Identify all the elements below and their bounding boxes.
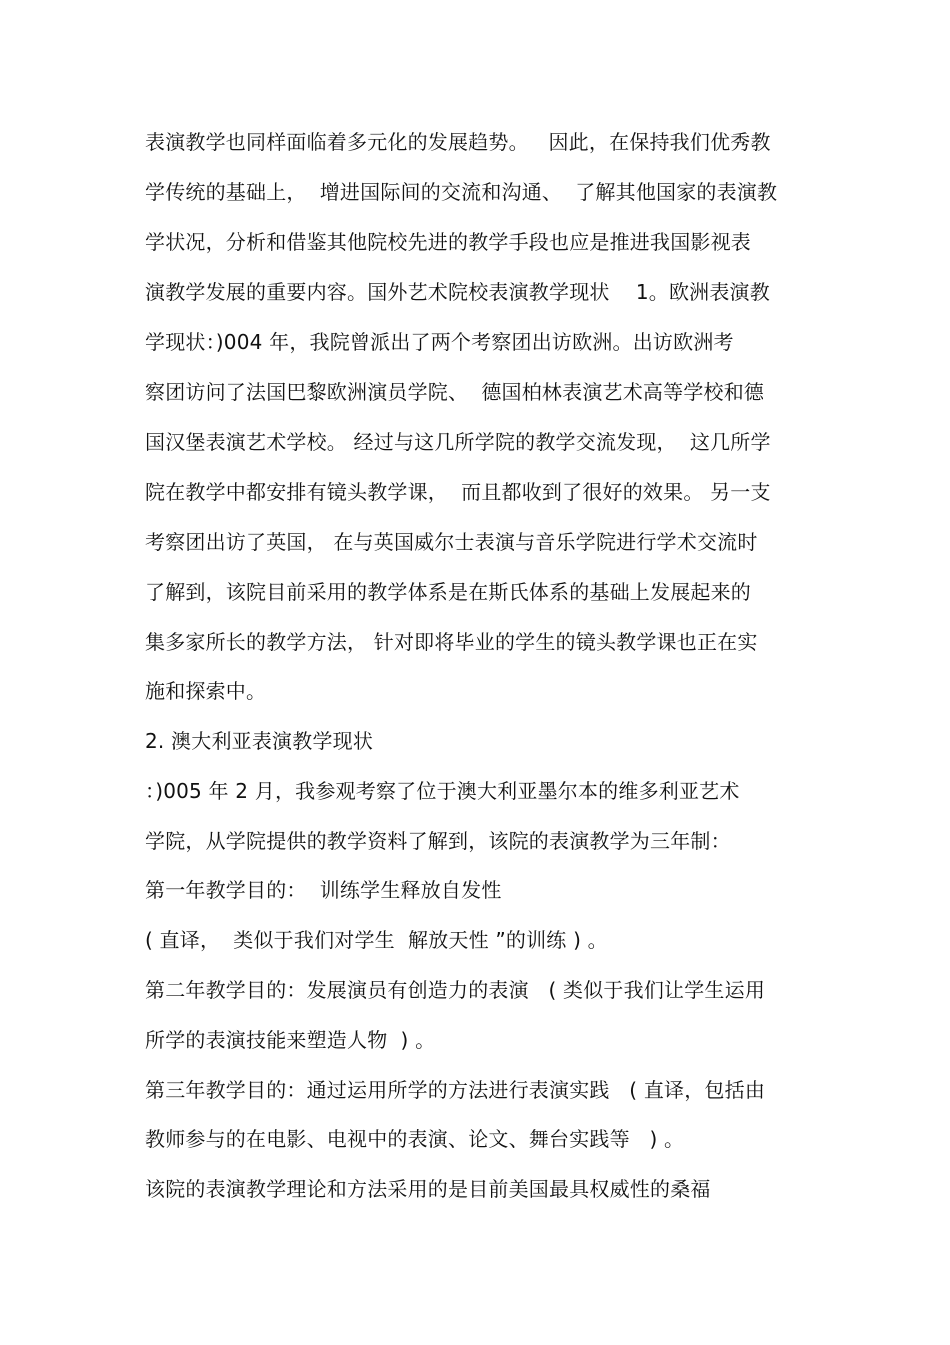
section-heading: 2. 澳大利亚表演教学现状: [145, 729, 374, 753]
text-line-6: 察团访问了法国巴黎欧洲演员学院、 德国柏林表演艺术高等学校和德: [145, 380, 765, 404]
text-line-5: 学现状：)004 年，我院曾派出了两个考察团出访欧洲。出访欧洲考: [145, 330, 734, 354]
text-line-11: 集多家所长的教学方法， 针对即将毕业的学生的镜头教学课也正在实: [145, 630, 758, 654]
text-line-10: 了解到，该院目前采用的教学体系是在斯氏体系的基础上发展起来的: [145, 580, 751, 604]
text-line-4: 演教学发展的重要内容。国外艺术院校表演教学现状 1。欧洲表演教: [145, 280, 770, 304]
text-line-7: 国汉堡表演艺术学校。 经过与这几所学院的教学交流发现， 这几所学: [145, 430, 771, 454]
text-line-1: 表演教学也同样面临着多元化的发展趋势。 因此，在保持我们优秀教: [145, 130, 771, 154]
text-line-21: 教师参与的在电影、电视中的表演、论文、舞台实践等 ) 。: [145, 1127, 685, 1151]
text-line-9: 考察团出访了英国， 在与英国威尔士表演与音乐学院进行学术交流时: [145, 530, 758, 554]
text-line-3: 学状况，分析和借鉴其他院校先进的教学手段也应是推进我国影视表: [145, 230, 751, 254]
text-line-14: ：)005 年 2 月，我参观考察了位于澳大利亚墨尔本的维多利亚艺术: [145, 779, 740, 803]
text-line-22: 该院的表演教学理论和方法采用的是目前美国最具权威性的桑福: [145, 1177, 711, 1201]
text-line-8: 院在教学中都安排有镜头教学课， 而且都收到了很好的效果。 另一支: [145, 480, 771, 504]
text-line-15: 学院，从学院提供的教学资料了解到，该院的表演教学为三年制：: [145, 829, 731, 853]
text-line-19: 所学的表演技能来塑造人物 ) 。: [145, 1028, 436, 1052]
text-line-2: 学传统的基础上， 增进国际间的交流和沟通、 了解其他国家的表演教: [145, 180, 778, 204]
text-line-16: 第一年教学目的： 训练学生释放自发性: [145, 878, 502, 902]
text-line-18: 第二年教学目的：发展演员有创造力的表演 ( 类似于我们让学生运用: [145, 978, 766, 1002]
text-line-20: 第三年教学目的：通过运用所学的方法进行表演实践 ( 直译，包括由: [145, 1078, 766, 1102]
text-line-12: 施和探索中。: [145, 679, 267, 703]
text-line-17: ( 直译， 类似于我们对学生 解放天性 ”的训练 ) 。: [145, 928, 608, 952]
